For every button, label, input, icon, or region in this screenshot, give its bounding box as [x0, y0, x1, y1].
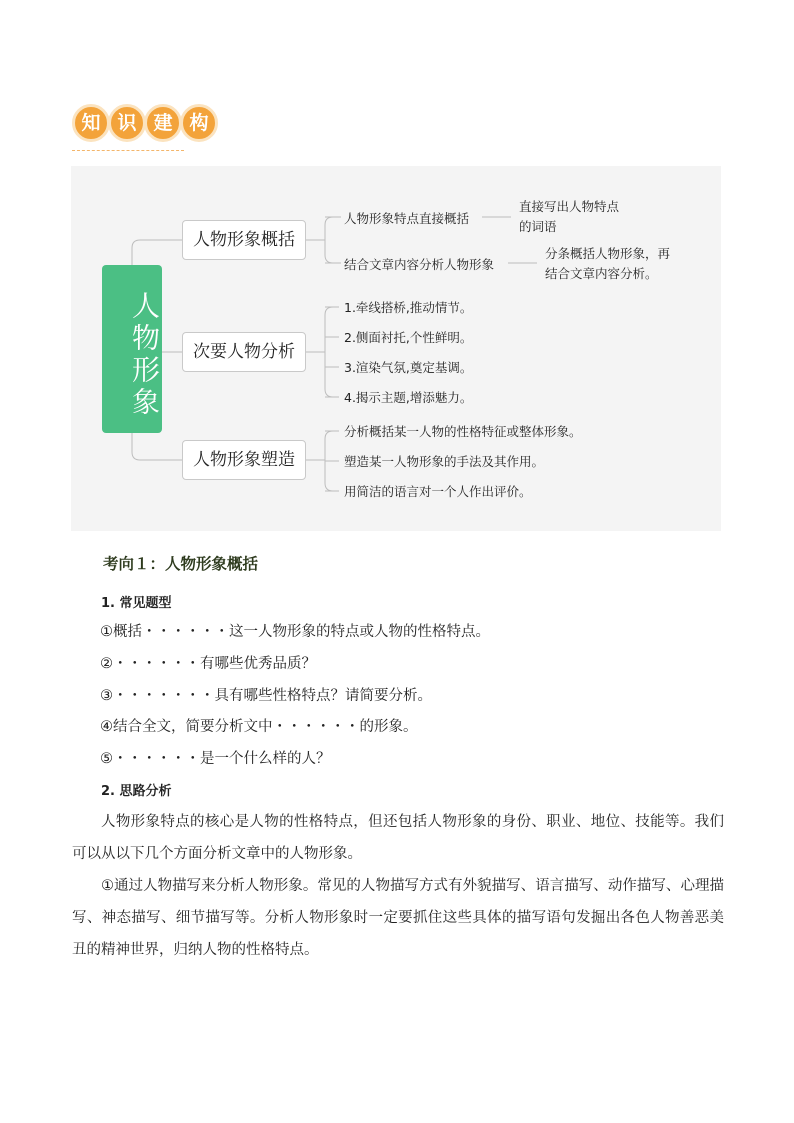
subheading-question-types: 1. 常见题型 — [101, 596, 172, 611]
question-item: ④结合全文，简要分析文中・・・・・・的形象。 — [100, 719, 418, 735]
mind-map — [71, 166, 721, 531]
leaf-minor-3: 3.渲染气氛,奠定基调。 — [344, 360, 473, 375]
subheading-analysis: 2. 思路分析 — [101, 784, 172, 799]
paragraph-intro: 人物形象特点的核心是人物的性格特点，但还包括人物形象的身份、职业、地位、技能等。我们可以从以下几个方面分析文章中的人物形象。 — [72, 814, 724, 862]
badge-char: 识 — [108, 104, 146, 142]
badge-underline — [72, 150, 184, 151]
leaf-direct-summary-detail: 直接写出人物特点的词语 — [519, 199, 620, 234]
question-item: ⑤・・・・・・是一个什么样的人？ — [100, 751, 331, 767]
leaf-shaping-3: 用简洁的语言对一个人作出评价。 — [344, 484, 532, 499]
mindmap-root: 人物形象 — [102, 265, 162, 433]
question-item: ②・・・・・・有哪些优秀品质？ — [100, 656, 316, 672]
leaf-direct-summary: 人物形象特点直接概括 — [344, 211, 470, 226]
section-badge — [72, 100, 222, 150]
leaf-combined-analysis-detail: 分条概括人物形象，再结合文章内容分析。 — [545, 246, 671, 281]
question-item: ③・・・・・・・具有哪些性格特点？请简要分析。 — [100, 688, 432, 704]
branch-character-summary: 人物形象概括 — [182, 220, 306, 260]
leaf-shaping-2: 塑造某一人物形象的手法及其作用。 — [344, 454, 545, 469]
badge-char: 建 — [144, 104, 182, 142]
badge-char: 构 — [180, 104, 218, 142]
leaf-minor-4: 4.揭示主题,增添魅力。 — [344, 390, 473, 405]
paragraph-description: ①通过人物描写来分析人物形象。常见的人物描写方式有外貌描写、语言描写、动作描写、心理描写、神态描写、细节描写等。分析人物形象时一定要抓住这些具体的描写语句发掘出各色人物善恶美丑的精神世界，归纳人物的性格特点。 — [72, 878, 724, 958]
badge-char: 知 — [72, 104, 110, 142]
leaf-minor-2: 2.侧面衬托,个性鲜明。 — [344, 330, 473, 345]
leaf-shaping-1: 分析概括某一人物的性格特征或整体形象。 — [344, 424, 582, 439]
section-title: 考向１：人物形象概括 — [103, 555, 259, 573]
leaf-minor-1: 1.牵线搭桥,推动情节。 — [344, 300, 473, 315]
question-item: ①概括・・・・・・这一人物形象的特点或人物的性格特点。 — [100, 624, 490, 640]
branch-minor-character: 次要人物分析 — [182, 332, 306, 372]
leaf-combined-analysis: 结合文章内容分析人物形象 — [344, 257, 495, 272]
branch-character-shaping: 人物形象塑造 — [182, 440, 306, 480]
